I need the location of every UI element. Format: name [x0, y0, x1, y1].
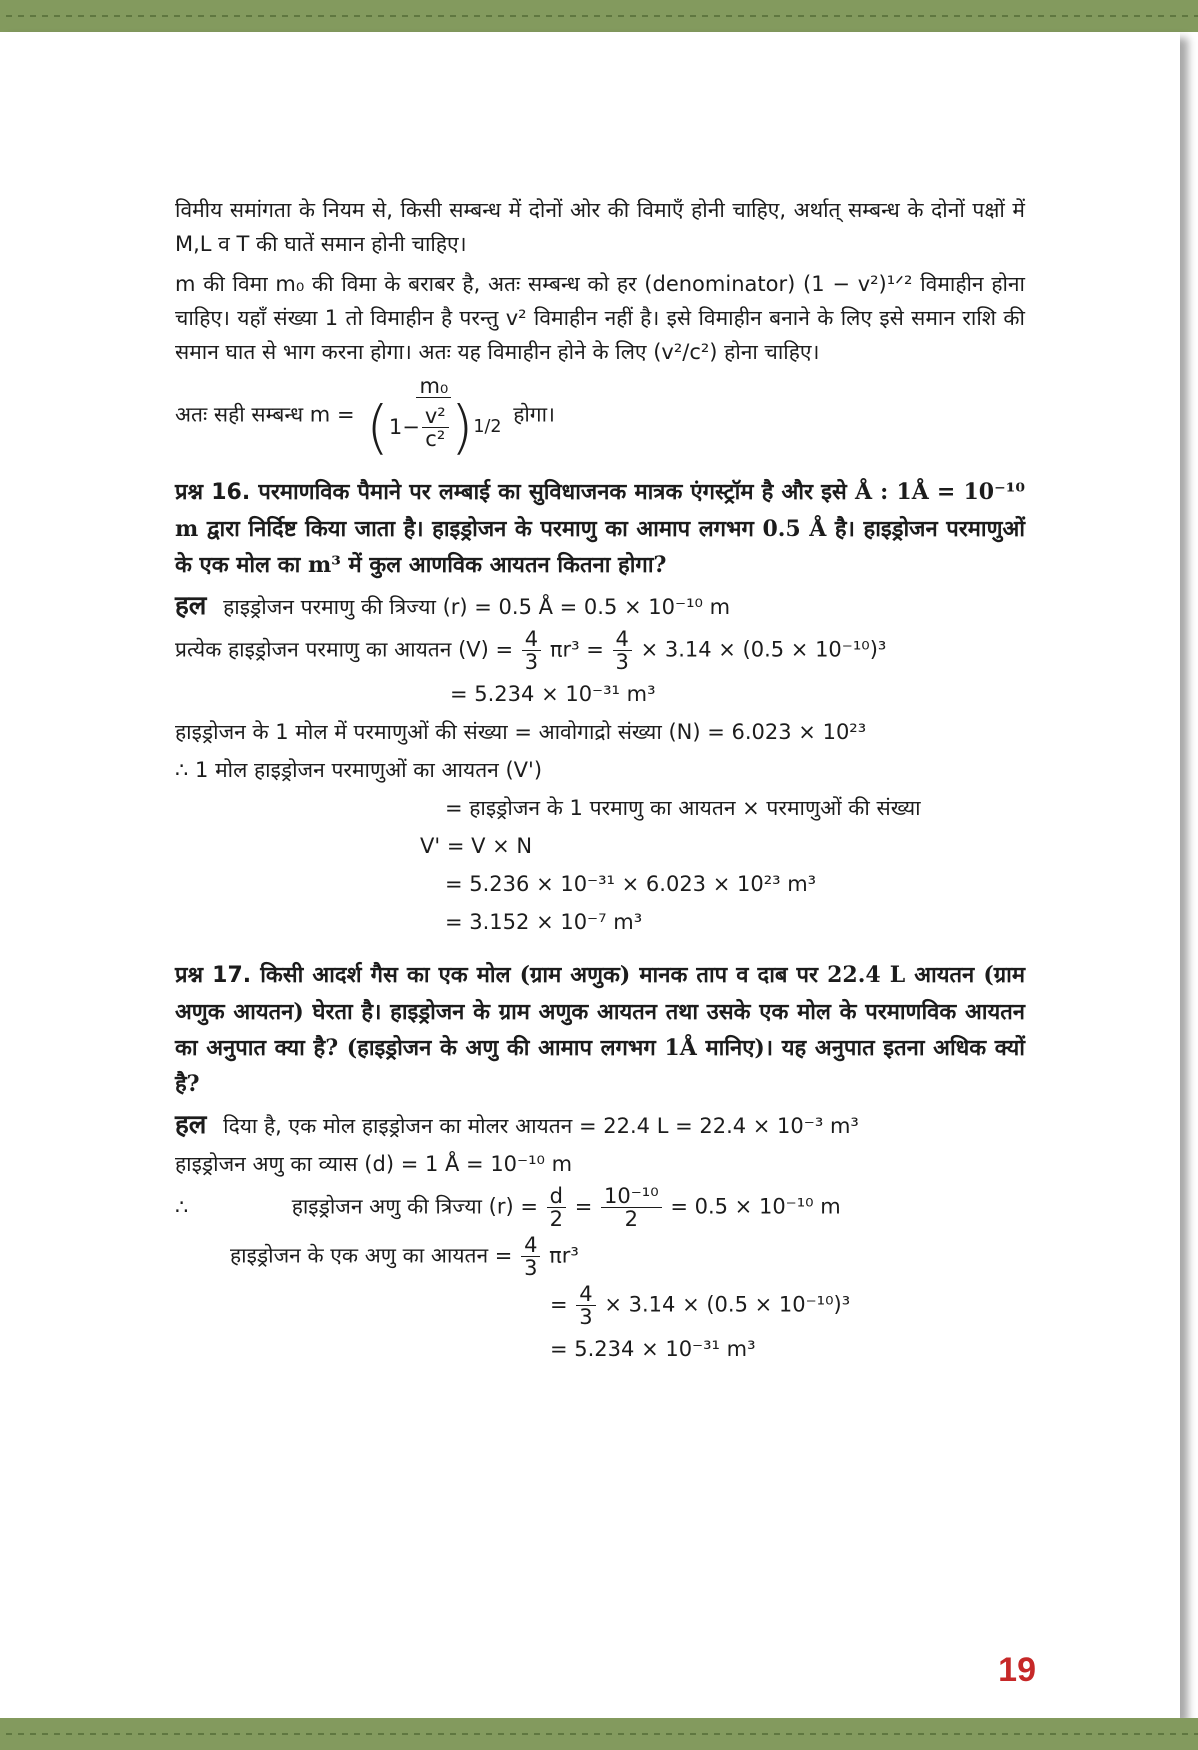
q17-molar-volume: दिया है, एक मोल हाइड्रोजन का मोलर आयतन = 22.4 L = 22.4 × 10⁻³ m³ — [223, 1114, 859, 1138]
frac-denominator: 3 — [615, 650, 629, 674]
q16-line-2 — [175, 628, 1025, 673]
q17-volume-calc: × 3.14 × (0.5 × 10⁻¹⁰)³ — [604, 1292, 851, 1317]
therefore-symbol: ∴ — [175, 1194, 189, 1219]
q17-line-2: हाइड्रोजन अणु का व्यास (d) = 1 Å = 10⁻¹⁰ m — [175, 1152, 573, 1176]
intro-paragraph-2: m की विमा m₀ की विमा के बराबर है, अतः सम्बन्ध को हर (denominator) (1 − v²)¹ᐟ² विमाहीन होना चाहिए। यहाँ संख्या 1 तो विमाहीन है परन्तु v² विमाहीन नहीं है। इसे विमाहीन बनाने के लिए इसे समान राशि की समान घात से भाग करना होगा। अतः यह विमाहीन होने के लिए (v²/c²) होना चाहिए। — [175, 272, 1025, 364]
q17-volume-end: πr³ — [549, 1243, 579, 1268]
equals: = — [550, 1292, 568, 1317]
question-16-text: परमाणविक पैमाने पर लम्बाई का सुविधाजनक मात्रक एंगस्ट्रॉम है और इसे Å : 1Å = 10⁻¹⁰ m द्वारा निर्दिष्ट किया जाता है। हाइड्रोजन के परमाणु का आमाप लगभग 0.5 Å है। हाइड्रोजन परमाणुओं के एक मोल का m³ में कुल आणविक आयतन कितना होगा? — [175, 479, 1025, 578]
relation-suffix: होगा। — [513, 402, 556, 427]
q16-line-7: V' = V × N — [420, 834, 533, 858]
frac-numerator: 4 — [522, 628, 541, 651]
relation-denominator: ( 1− $\frac{\text{v²}}{\text{c²}}$ ) 1/2 — [366, 393, 502, 461]
q16-frac-2 — [613, 628, 632, 673]
frac-numerator: d — [547, 1185, 566, 1208]
question-17-text: किसी आदर्श गैस का एक मोल (ग्राम अणुक) मानक ताप व दाब पर 22.4 L आयतन (ग्राम अणुक आयतन) घेरता है। हाइड्रोजन के ग्राम अणुक आयतन तथा उसके एक मोल के परमाणविक आयतन का अनुपात क्या है? (हाइड्रोजन के अणु की आमाप लगभग 1Å मानिए)। यह अनुपात इतना अधिक क्यों है? — [175, 962, 1025, 1097]
frac-denominator: 3 — [524, 1256, 538, 1280]
frac-numerator: 4 — [521, 1234, 540, 1257]
v2-over-c2 — [422, 405, 449, 450]
question-17 — [175, 957, 1025, 1102]
frac-numerator: 4 — [613, 628, 632, 651]
c2: c² — [425, 426, 446, 451]
frac-numerator: 10⁻¹⁰ — [601, 1185, 662, 1208]
q16-volume-mid: πr³ = — [549, 637, 604, 662]
q16-line-4: हाइड्रोजन के 1 मोल में परमाणुओं की संख्या = आवोगाद्रो संख्या (N) = 6.023 × 10²³ — [175, 720, 867, 744]
q16-line-6: = हाइड्रोजन के 1 परमाणु का आयतन × परमाणुओं की संख्या — [445, 796, 921, 820]
question-16 — [175, 474, 1025, 583]
q17-solution-label: हल — [175, 1110, 207, 1140]
frac-denominator: 2 — [549, 1207, 564, 1231]
equals: = — [574, 1194, 593, 1219]
relation-one: 1− — [388, 415, 420, 439]
q16-frac-1 — [522, 628, 541, 673]
q17-line-1 — [175, 1108, 1025, 1143]
q17-radius-prefix: हाइड्रोजन अणु की त्रिज्या (r) = — [291, 1194, 538, 1219]
q17-frac-1 — [547, 1185, 566, 1230]
intro-paragraph-1: विमीय समांगता के नियम से, किसी सम्बन्ध में दोनों ओर की विमाएँ होनी चाहिए, अर्थात् सम्बन्ध के दोनों पक्षों में M,L व T की घातें समान होनी चाहिए। — [175, 198, 1025, 256]
q17-volume-prefix: हाइड्रोजन के एक अणु का आयतन = — [230, 1243, 513, 1268]
relation-equation — [175, 374, 1025, 461]
relation-numerator: m₀ — [416, 375, 451, 398]
q16-solution-label: हल — [175, 591, 207, 621]
relation-prefix: अतः सही सम्बन्ध m = — [175, 402, 355, 427]
q16-radius: हाइड्रोजन परमाणु की त्रिज्या (r) = 0.5 Å = 0.5 × 10⁻¹⁰ m — [223, 595, 731, 619]
relation-fraction — [363, 374, 504, 461]
frac-denominator: 3 — [524, 650, 539, 674]
top-border — [0, 0, 1198, 32]
q16-volume-end: × 3.14 × (0.5 × 10⁻¹⁰)³ — [640, 637, 887, 662]
q17-line-4 — [175, 1234, 1025, 1279]
q16-line-8: = 5.236 × 10⁻³¹ × 6.023 × 10²³ m³ — [445, 872, 817, 896]
q17-line-3 — [175, 1185, 1025, 1230]
page-content — [175, 193, 1025, 1370]
q17-line-5 — [175, 1283, 1025, 1328]
q17-line-6: = 5.234 × 10⁻³¹ m³ — [550, 1337, 756, 1361]
question-17-label: प्रश्न 17. — [175, 963, 252, 988]
q16-line-3: = 5.234 × 10⁻³¹ m³ — [450, 682, 656, 706]
q16-volume-prefix: प्रत्येक हाइड्रोजन परमाणु का आयतन (V) = — [175, 637, 514, 662]
bottom-border — [0, 1718, 1198, 1750]
q16-line-1 — [175, 589, 1025, 624]
q17-frac-4 — [576, 1283, 595, 1328]
page-number: 19 — [998, 1651, 1036, 1689]
frac-numerator: 4 — [576, 1283, 595, 1306]
frac-denominator: 3 — [579, 1305, 593, 1329]
q17-frac-3 — [521, 1234, 540, 1279]
q17-radius-end: = 0.5 × 10⁻¹⁰ m — [670, 1194, 841, 1219]
q17-frac-2 — [601, 1185, 662, 1230]
q16-line-5: ∴ 1 मोल हाइड्रोजन परमाणुओं का आयतन (V') — [175, 758, 543, 782]
relation-exponent: 1/2 — [473, 417, 502, 437]
question-16-label: प्रश्न 16. — [175, 480, 251, 505]
v2: v² — [422, 405, 449, 428]
frac-denominator: 2 — [624, 1207, 639, 1231]
q16-line-9: = 3.152 × 10⁻⁷ m³ — [445, 910, 643, 934]
